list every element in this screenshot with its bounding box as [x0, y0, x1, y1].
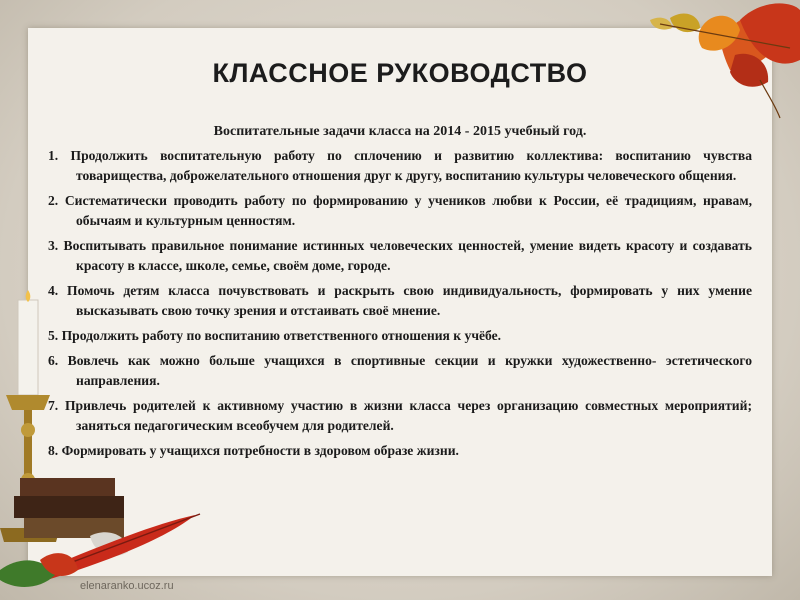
- task-item-8: 8. Формировать у учащихся потребности в здоровом образе жизни.: [48, 443, 459, 458]
- task-item-1: 1. Продолжить воспитательную работу по сплочению и развитию коллектива: воспитанию чувства товарищества, доброжелательного отношения друг к другу, воспитанию культуры человеческого общения.: [48, 148, 752, 183]
- watermark-text: elenaranko.ucoz.ru: [80, 580, 174, 592]
- task-item-5: 5. Продолжить работу по воспитанию ответственного отношения к учёбе.: [48, 328, 502, 343]
- task-item-7: 7. Привлечь родителей к активному участию в жизни класса через организацию совместных мероприятий; заняться педагогическим всеобучем для родителей.: [48, 398, 752, 433]
- task-item-6: 6. Вовлечь как можно больше учащихся в спортивные секции и кружки художественно- эстетического направления.: [48, 353, 752, 388]
- task-item-2: 2. Систематически проводить работу по формированию у учеников любви к России, её традициям, нравам, обычаям и культурным ценностям.: [48, 193, 752, 228]
- task-item-3: 3. Воспитывать правильное понимание истинных человеческих ценностей, умение видеть красоту и создавать красоту в классе, школе, семье, своём доме, городе.: [48, 238, 752, 273]
- task-item-4: 4. Помочь детям класса почувствовать и раскрыть свою индивидуальность, формировать у них умение высказывать свою точку зрения и отстаивать своё мнение.: [48, 283, 752, 318]
- slide-title: КЛАССНОЕ РУКОВОДСТВО: [212, 58, 588, 88]
- task-list: [48, 146, 752, 466]
- slide-subtitle: Воспитательные задачи класса на 2014 - 2015 учебный год.: [213, 124, 587, 139]
